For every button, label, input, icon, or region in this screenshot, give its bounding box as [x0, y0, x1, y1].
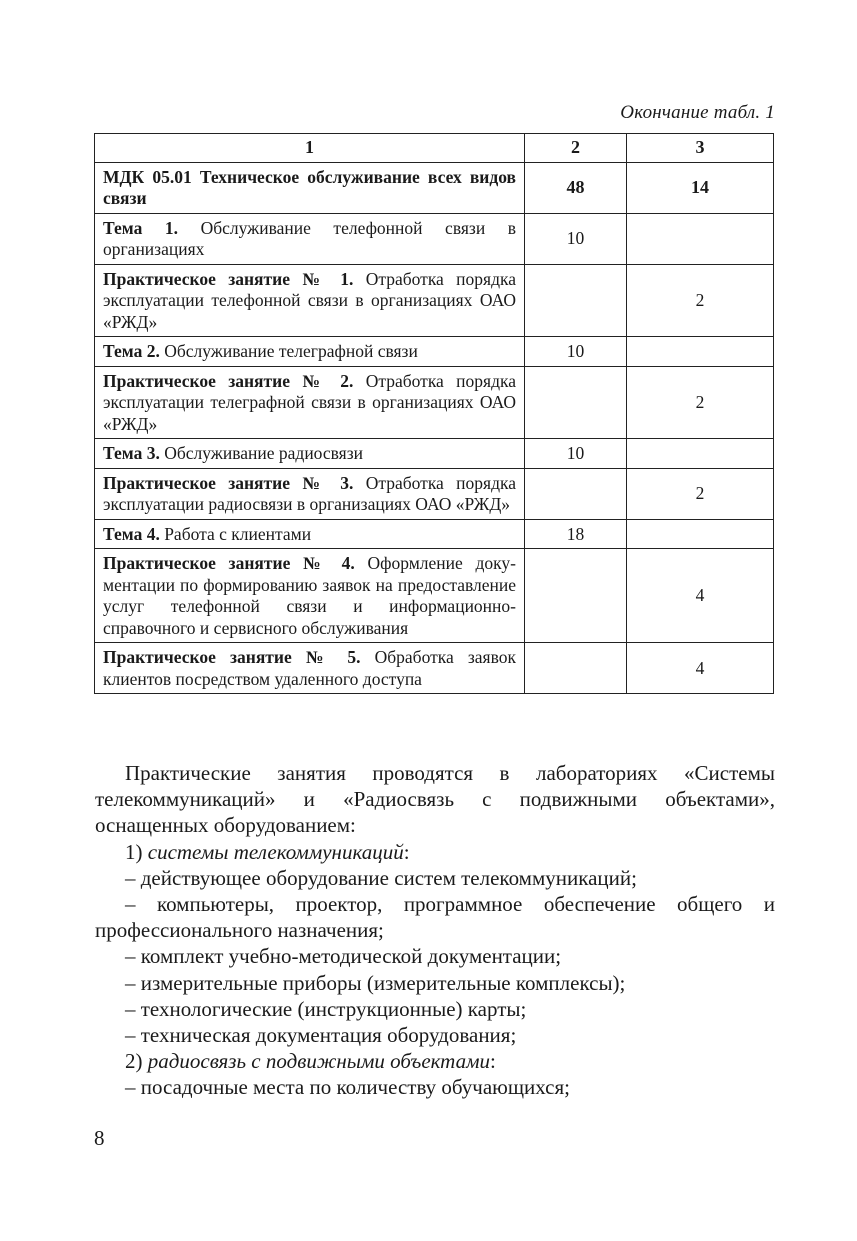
- section-2-title: радиосвязь с подвижными объектами: [147, 1049, 491, 1074]
- row-col2: 18: [525, 519, 627, 549]
- row-bold-label: Практическое занятие № 5.: [103, 647, 361, 667]
- table-row: [95, 549, 774, 643]
- list-item: – компьютеры, проектор, программное обеспечение общего и профессионального назначения;: [95, 892, 775, 943]
- table-row: [95, 337, 774, 367]
- row-bold-label: Практическое занятие № 1.: [103, 268, 354, 289]
- row-col2: 10: [525, 213, 627, 264]
- list-item: – измерительные приборы (измерительные комплексы);: [125, 970, 626, 995]
- table-row: [95, 366, 774, 439]
- row-title: [95, 468, 525, 519]
- header-col-2: 2: [525, 134, 627, 163]
- row-col3: 2: [627, 366, 774, 439]
- row-col3: [627, 213, 774, 264]
- row-text: Отработка порядка эксплуатации радиосвязи в организациях ОАО «РЖД»: [103, 472, 516, 514]
- intro-paragraph: Практические занятия проводятся в лабораториях «Системы телекоммуникаций» и «Радиосвязь с подвижными объектами», оснащенных оборудованием:: [95, 761, 775, 838]
- table-row: [95, 519, 774, 549]
- row-col3: [627, 337, 774, 367]
- row-title: [95, 366, 525, 439]
- list-item: – технологические (инструкционные) карты;: [125, 996, 527, 1021]
- header-col-3: 3: [627, 134, 774, 163]
- row-col3: 4: [627, 549, 774, 643]
- row-col3: [627, 519, 774, 549]
- row-col2: [525, 643, 627, 694]
- row-text: Обслуживание телеграфной связи: [159, 341, 418, 361]
- table-row: [95, 162, 774, 213]
- table-row: [95, 468, 774, 519]
- row-bold-label: МДК 05.01 Техническое обслуживание всех видов связи: [103, 166, 516, 208]
- row-title: [95, 519, 525, 549]
- row-col3: [627, 439, 774, 469]
- row-col2: [525, 264, 627, 337]
- row-text: Работа с клиентами: [159, 523, 312, 544]
- row-col3: 14: [627, 162, 774, 213]
- row-col2: [525, 468, 627, 519]
- list-item: – комплект учебно-методической документации;: [125, 944, 562, 969]
- row-text: Обработка заявок клиентов посредством удаленного доступа: [103, 647, 516, 689]
- page-number: 8: [94, 1126, 105, 1150]
- section-2-colon: :: [490, 1049, 496, 1074]
- row-text: Оформление документации по формированию заявок на предоставление услуг телефонной связи и информационно-справочного и сервисного обслуживания: [103, 553, 516, 638]
- row-text: Обслуживание радиосвязи: [159, 443, 363, 463]
- table-row: [95, 439, 774, 469]
- list-item: – действующее оборудование систем телекоммуникаций;: [125, 865, 637, 890]
- row-text: Отработка порядка эксплуатации телеграфной связи в организациях ОАО «РЖД»: [103, 370, 516, 434]
- row-col3: 4: [627, 643, 774, 694]
- row-col2: 10: [525, 337, 627, 367]
- row-col2: 48: [525, 162, 627, 213]
- row-col2: [525, 366, 627, 439]
- row-col3: 2: [627, 468, 774, 519]
- section-1-colon: :: [403, 839, 410, 864]
- row-bold-label: Практическое занятие № 2.: [103, 370, 354, 391]
- row-title: [95, 549, 525, 643]
- row-title: [95, 213, 525, 264]
- table-row: [95, 264, 774, 337]
- row-bold-label: Тема 4.: [103, 523, 160, 544]
- section-1-heading: [95, 839, 775, 865]
- table-caption: Окончание табл. 1: [620, 102, 775, 123]
- section-2-number: 2): [125, 1049, 148, 1074]
- row-title: [95, 337, 525, 367]
- list-item: – техническая документация оборудования;: [125, 1023, 517, 1048]
- row-text: Отработка порядка эксплуатации телефонной связи в организациях ОАО «РЖД»: [103, 268, 516, 332]
- list-item: – посадочные места по количеству обучающихся;: [125, 1075, 570, 1100]
- row-text: Обслуживание телефонной связи в организациях: [103, 217, 516, 259]
- row-bold-label: Практическое занятие № 4.: [103, 553, 355, 573]
- table-row: [95, 213, 774, 264]
- row-title: [95, 264, 525, 337]
- row-bold-label: Тема 3.: [103, 443, 160, 463]
- section-1-number: 1): [125, 839, 148, 864]
- body-text: [95, 760, 775, 1101]
- row-title: [95, 162, 525, 213]
- row-bold-label: Практическое занятие № 3.: [103, 472, 354, 493]
- section-1-title: системы телекоммуникаций: [147, 839, 404, 864]
- curriculum-table: [94, 133, 774, 694]
- section-2-heading: [95, 1048, 775, 1074]
- row-title: [95, 439, 525, 469]
- table-row: [95, 643, 774, 694]
- row-col3: 2: [627, 264, 774, 337]
- row-col2: [525, 549, 627, 643]
- row-col2: 10: [525, 439, 627, 469]
- row-bold-label: Тема 1.: [103, 217, 179, 238]
- header-col-1: 1: [95, 134, 525, 163]
- row-bold-label: Тема 2.: [103, 341, 160, 361]
- row-title: [95, 643, 525, 694]
- table-header-row: [95, 134, 774, 163]
